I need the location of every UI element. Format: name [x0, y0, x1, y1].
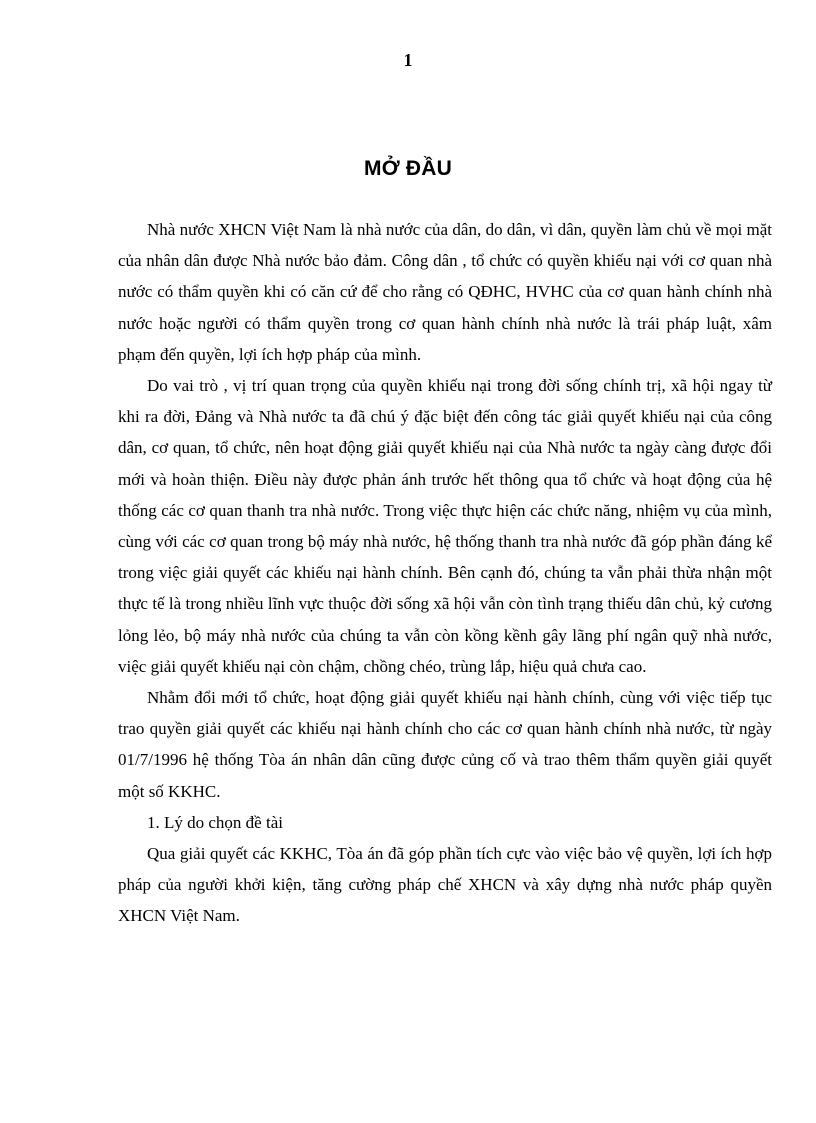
paragraph-reason: Qua giải quyết các KKHC, Tòa án đã góp phần tích cực vào việc bảo vệ quyền, lợi ích hợp pháp của người khởi kiện, tăng cường pháp chế XHCN và xây dựng nhà nước pháp quyền XHCN Việt Nam. — [118, 844, 772, 926]
body-text — [118, 214, 772, 932]
page-number: 1 — [403, 50, 413, 70]
section-heading-reason: 1. Lý do chọn đề tài — [147, 812, 283, 832]
page-title: MỞ ĐẦU — [364, 157, 452, 180]
paragraph-role-of-complaints: Do vai trò , vị trí quan trọng của quyền khiếu nại trong đời sống chính trị, xã hội ngay từ khi ra đời, Đảng và Nhà nước ta đã chú ý đặc biệt đến công tác giải quyết khiếu nại của công dân, cơ quan, tổ chức, nên hoạt động giải quyết khiếu nại của Nhà nước ta ngày càng được đổi mới và hoàn thiện. Điều này được phản ánh trước hết thông qua tổ chức và hoạt động của hệ thống các cơ quan thanh tra nhà nước. Trong việc thực hiện các chức năng, nhiệm vụ của mình, cùng với các cơ quan trong bộ máy nhà nước, hệ thống thanh tra nhà nước đã góp phần đáng kể trong việc giải quyết các khiếu nại hành chính. Bên cạnh đó, chúng ta vẫn phải thừa nhận một thực tế là trong nhiều lĩnh vực thuộc đời sống xã hội vẫn còn tình trạng thiếu dân chủ, kỷ cương lỏng lẻo, bộ máy nhà nước của chúng ta vẫn còn kồng kềnh gây lãng phí ngân quỹ nhà nước, việc giải quyết khiếu nại còn chậm, chồng chéo, trùng lắp, hiệu quả chưa cao. — [118, 376, 772, 676]
paragraph-intro: Nhà nước XHCN Việt Nam là nhà nước của dân, do dân, vì dân, quyền làm chủ về mọi mặt của nhân dân được Nhà nước bảo đảm. Công dân , tổ chức có quyền khiếu nại với cơ quan nhà nước có thẩm quyền khi có căn cứ để cho rằng có QĐHC, HVHC của cơ quan hành chính nhà nước hoặc người có thẩm quyền trong cơ quan hành chính nhà nước là trái pháp luật, xâm phạm đến quyền, lợi ích hợp pháp của mình. — [118, 220, 772, 364]
paragraph-court-jurisdiction: Nhằm đổi mới tổ chức, hoạt động giải quyết khiếu nại hành chính, cùng với việc tiếp tục trao quyền giải quyết các khiếu nại hành chính cho các cơ quan hành chính nhà nước, từ ngày 01/7/1996 hệ thống Tòa án nhân dân cũng được củng cố và trao thêm thẩm quyền giải quyết một số KKHC. — [118, 688, 772, 801]
